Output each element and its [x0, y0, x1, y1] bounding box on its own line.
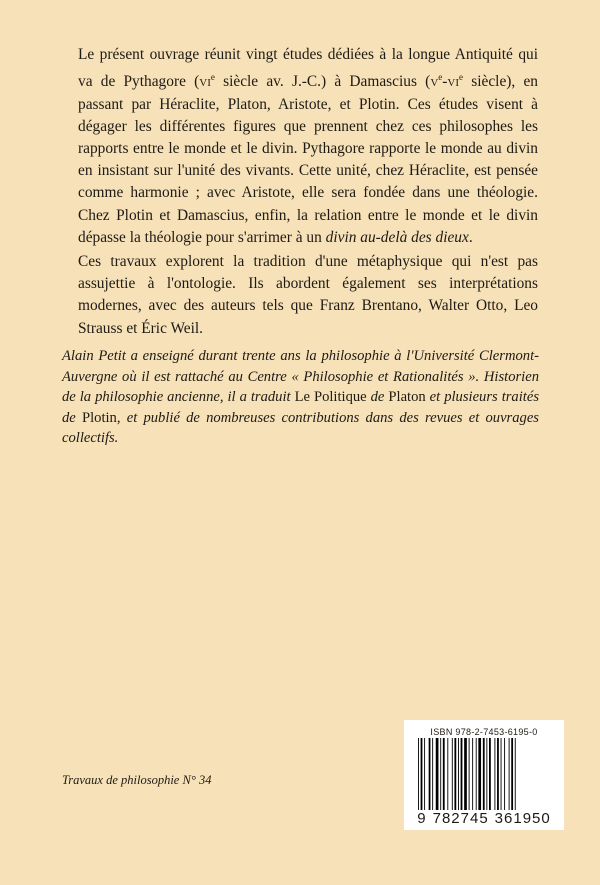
barcode-bar	[504, 738, 505, 810]
summary-text: .	[468, 228, 473, 246]
barcode-bar	[429, 738, 431, 810]
summary-text: siècle av. J.-C.) à Damascius (	[214, 73, 431, 91]
barcode-bar	[494, 738, 495, 810]
century-numeral: vi	[447, 73, 460, 91]
summary-emphasis: divin au-delà des dieux	[325, 228, 469, 246]
ean-digits	[404, 810, 564, 827]
bio-text: Alain Petit a enseigné durant trente ans la philosophie à l'Université Clermont-Auvergne où il est rattaché au Centre « Philosophie et Rationalités ». Historien de la philosophie ancienne, il a traduit	[62, 348, 539, 405]
barcode-bar	[443, 738, 445, 810]
century-suffix: e	[438, 72, 443, 83]
barcode-bar	[454, 738, 456, 810]
bio-text: de	[366, 389, 389, 405]
barcode-bar	[489, 738, 491, 810]
barcode-bar	[469, 738, 470, 810]
book-summary	[78, 44, 538, 340]
barcode-bar	[515, 738, 516, 810]
bio-text: , et publié de nombreuses contributions dans des revues et ouvrages collectifs.	[62, 409, 539, 446]
barcode-bar	[458, 738, 459, 810]
barcode-bar	[432, 738, 433, 810]
barcode-bar	[418, 738, 419, 810]
series-label: Travaux de philosophie N° 34	[62, 773, 212, 787]
barcode-bar	[497, 738, 499, 810]
ean-left-group: 782745	[432, 810, 489, 827]
barcode-bar	[483, 738, 485, 810]
summary-text: siècle), en passant par Héraclite, Platon, Aristote, et Plotin. Ces études visent à dégager les différentes figures que prennent chez ces philosophes les rapports entre le monde et le divin. Pythagore rapporte le monde au divin en insistant sur l'unité des vivants. Cette unité, chez Héraclite, est pensée comme harmonie ; avec Aristote, elle sera fondée dans une théologie. Chez Plotin et Damascius, enfin, la relation entre le monde et le divin dépasse la théologie pour s'arrimer à un	[78, 73, 538, 246]
barcode-bar	[452, 738, 453, 810]
bio-title: Le Politique	[294, 389, 367, 405]
barcode-bar	[440, 738, 441, 810]
bio-name: Plotin	[81, 409, 117, 426]
ean-right-group: 361950	[494, 810, 551, 827]
barcode-bar	[501, 738, 502, 810]
barcode-bar	[486, 738, 487, 810]
barcode-bar	[461, 738, 463, 810]
barcode-bar	[511, 738, 513, 810]
barcode-bar	[447, 738, 448, 810]
summary-paragraph-1	[78, 44, 538, 249]
barcode-bar	[421, 738, 423, 810]
bio-text: et plusieurs traités de	[62, 389, 539, 426]
barcode-bar	[476, 738, 477, 810]
barcode-bar	[424, 738, 425, 810]
summary-text: Le présent ouvrage réunit vingt études dédiées à la longue Antiquité qui va de Pythagore (	[78, 46, 538, 91]
century-numeral: vi	[199, 73, 211, 91]
ean-first-digit: 9	[417, 810, 427, 827]
barcode-bar	[464, 738, 467, 810]
author-bio	[62, 346, 539, 449]
summary-paragraph-2: Ces travaux explorent la tradition d'une métaphysique qui n'est pas assujettie à l'ontologie. Ils abordent également ses interprétations modernes, avec des auteurs tels que Franz Brentano, Walter Otto, Leo Strauss et Éric Weil.	[78, 252, 538, 337]
summary-text: -	[442, 73, 448, 91]
century-suffix: e	[459, 72, 464, 83]
barcode	[404, 720, 564, 830]
bio-name: Platon	[388, 389, 426, 405]
barcode-bars	[416, 738, 556, 810]
isbn-label: ISBN 978-2-7453-6195-0	[430, 727, 538, 737]
barcode-bar	[478, 738, 481, 810]
century-numeral: v	[430, 73, 439, 91]
barcode-bar	[509, 738, 510, 810]
century-suffix: e	[210, 72, 215, 83]
barcode-bar	[436, 738, 439, 810]
barcode-bar	[472, 738, 473, 810]
